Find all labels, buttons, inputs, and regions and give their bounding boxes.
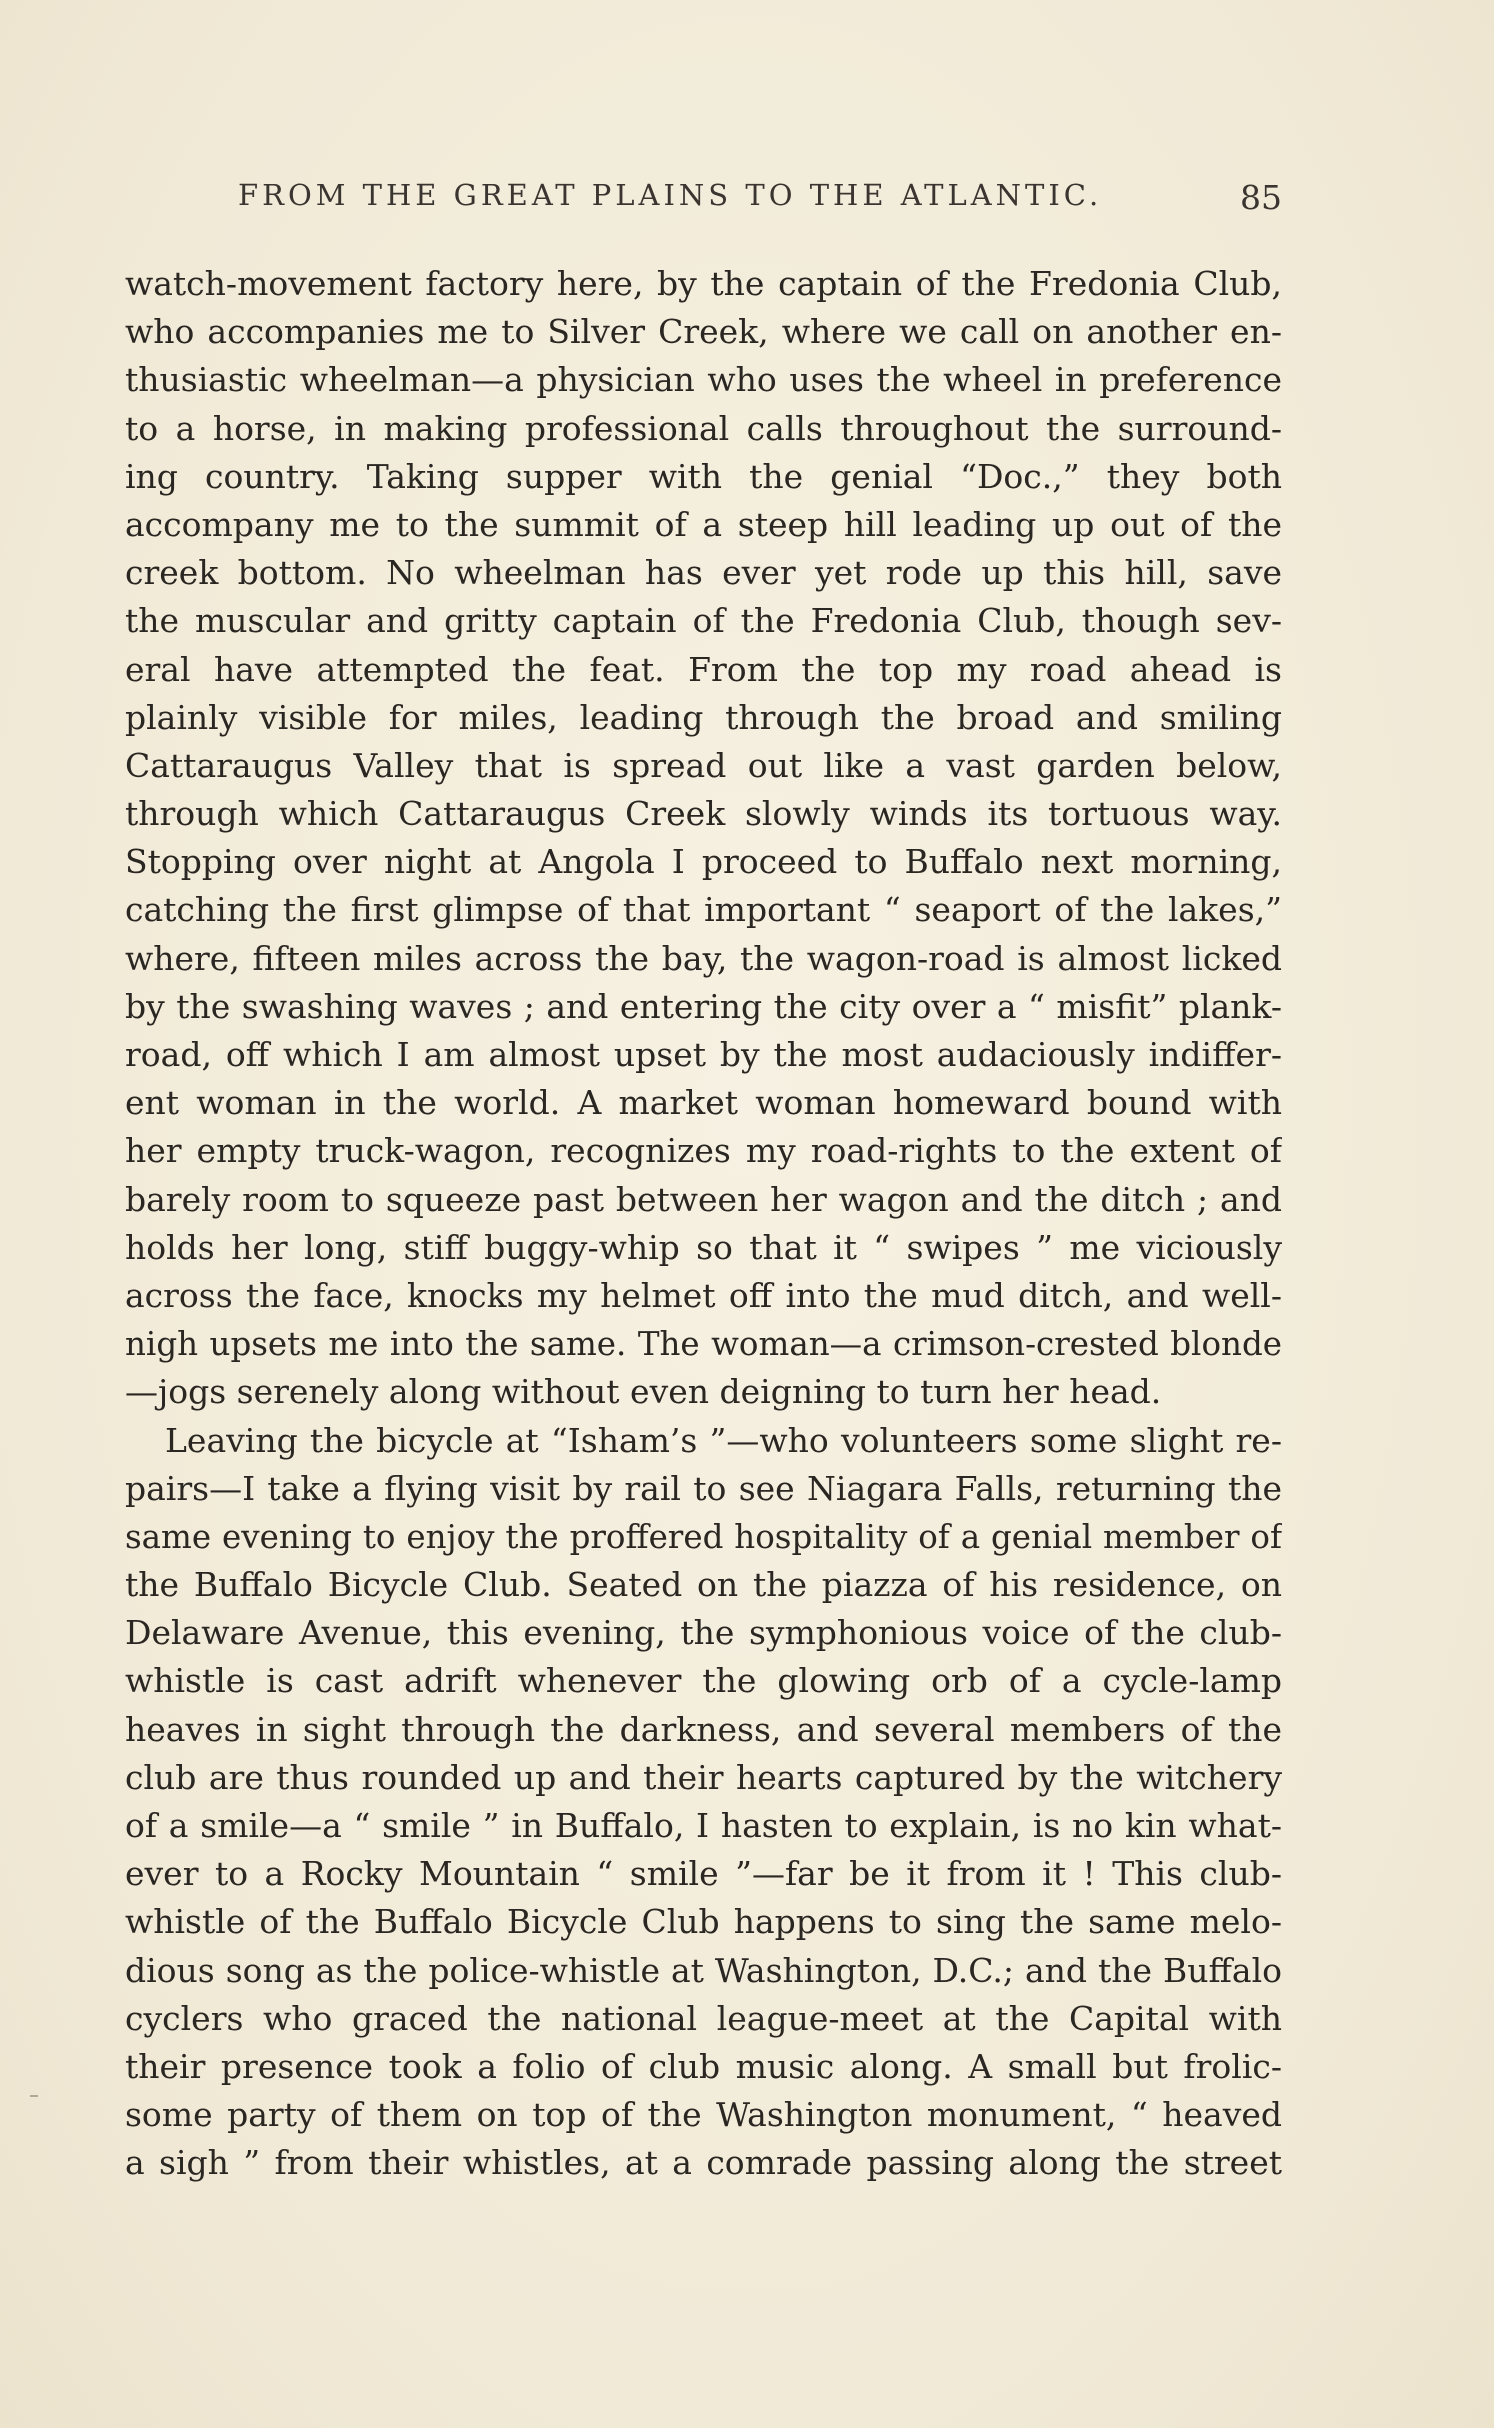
- text-line: who accompanies me to Silver Creek, where we call on another en-: [125, 312, 1282, 352]
- text-line: heaves in sight through the darkness, and several members of the: [125, 1709, 1282, 1749]
- text-line: catching the first glimpse of that important “ seaport of the lakes,”: [125, 890, 1282, 930]
- running-head: [238, 178, 1282, 218]
- text-line: eral have attempted the feat. From the top my road ahead is: [125, 649, 1282, 689]
- text-line: holds her long, stiff buggy-whip so that it “ swipes ” me viciously: [125, 1227, 1282, 1267]
- text-line: through which Cattaraugus Creek slowly winds its tortuous way.: [125, 794, 1282, 834]
- text-line: ent woman in the world. A market woman homeward bound with: [125, 1083, 1282, 1123]
- text-line: Cattaraugus Valley that is spread out like a vast garden below,: [125, 745, 1282, 785]
- text-line: whistle of the Buffalo Bicycle Club happens to sing the same melo-: [125, 1902, 1282, 1942]
- paragraph-start-line: Leaving the bicycle at “Isham’s ”—who volunteers some slight re-: [165, 1420, 1282, 1460]
- text-line: club are thus rounded up and their hearts captured by the witchery: [125, 1757, 1282, 1797]
- text-line: creek bottom. No wheelman has ever yet rode up this hill, save: [125, 553, 1282, 593]
- text-line: her empty truck-wagon, recognizes my road-rights to the extent of: [125, 1131, 1282, 1171]
- text-line: nigh upsets me into the same. The woman—a crimson-crested blonde: [125, 1325, 1282, 1364]
- text-line: barely room to squeeze past between her wagon and the ditch ; and: [125, 1179, 1282, 1219]
- text-line: thusiastic wheelman—a physician who uses the wheel in preference: [125, 360, 1282, 400]
- text-line: the muscular and gritty captain of the Fredonia Club, though sev-: [125, 601, 1282, 641]
- text-line: dious song as the police-whistle at Washington, D.C.; and the Buffalo: [125, 1950, 1282, 1990]
- text-line: accompany me to the summit of a steep hill leading up out of the: [125, 504, 1282, 544]
- text-line: where, fifteen miles across the bay, the wagon-road is almost licked: [125, 938, 1282, 978]
- margin-mark: [30, 2095, 38, 2097]
- text-line: road, off which I am almost upset by the most audaciously indiffer-: [125, 1035, 1282, 1074]
- text-line: their presence took a folio of club music along. A small but frolic-: [125, 2046, 1282, 2086]
- text-line: Stopping over night at Angola I proceed to Buffalo next morning,: [125, 842, 1282, 882]
- text-line: cyclers who graced the national league-meet at the Capital with: [125, 1998, 1282, 2038]
- running-head-title: FROM THE GREAT PLAINS TO THE ATLANTIC.: [238, 178, 1103, 212]
- body-text: [125, 260, 1282, 2188]
- text-line: the Buffalo Bicycle Club. Seated on the piazza of his residence, on: [125, 1565, 1282, 1605]
- text-line: of a smile—a “ smile ” in Buffalo, I hasten to explain, is no kin what-: [125, 1806, 1282, 1845]
- text-line: by the swashing waves ; and entering the city over a “ misfit” plank-: [125, 986, 1282, 1026]
- text-line: a sigh ” from their whistles, at a comrade passing along the street: [125, 2143, 1282, 2183]
- text-line: watch-movement factory here, by the captain of the Fredonia Club,: [125, 264, 1282, 303]
- text-line: pairs—I take a flying visit by rail to see Niagara Falls, returning the: [125, 1468, 1282, 1508]
- text-line: same evening to enjoy the proffered hospitality of a genial member of: [125, 1517, 1282, 1556]
- text-line: ing country. Taking supper with the genial “Doc.,” they both: [125, 456, 1282, 496]
- text-line: to a horse, in making professional calls throughout the surround-: [125, 408, 1282, 448]
- text-line: across the face, knocks my helmet off into the mud ditch, and well-: [125, 1275, 1282, 1315]
- text-line: some party of them on top of the Washington monument, “ heaved: [125, 2095, 1282, 2135]
- text-line: Delaware Avenue, this evening, the symphonious voice of the club-: [125, 1613, 1282, 1653]
- page-number: 85: [1240, 178, 1282, 217]
- text-line: plainly visible for miles, leading through the broad and smiling: [125, 697, 1282, 737]
- text-line: —jogs serenely along without even deigning to turn her head.: [125, 1372, 1162, 1412]
- text-line: ever to a Rocky Mountain “ smile ”—far be it from it ! This club-: [125, 1854, 1282, 1894]
- text-line: whistle is cast adrift whenever the glowing orb of a cycle-lamp: [125, 1661, 1282, 1701]
